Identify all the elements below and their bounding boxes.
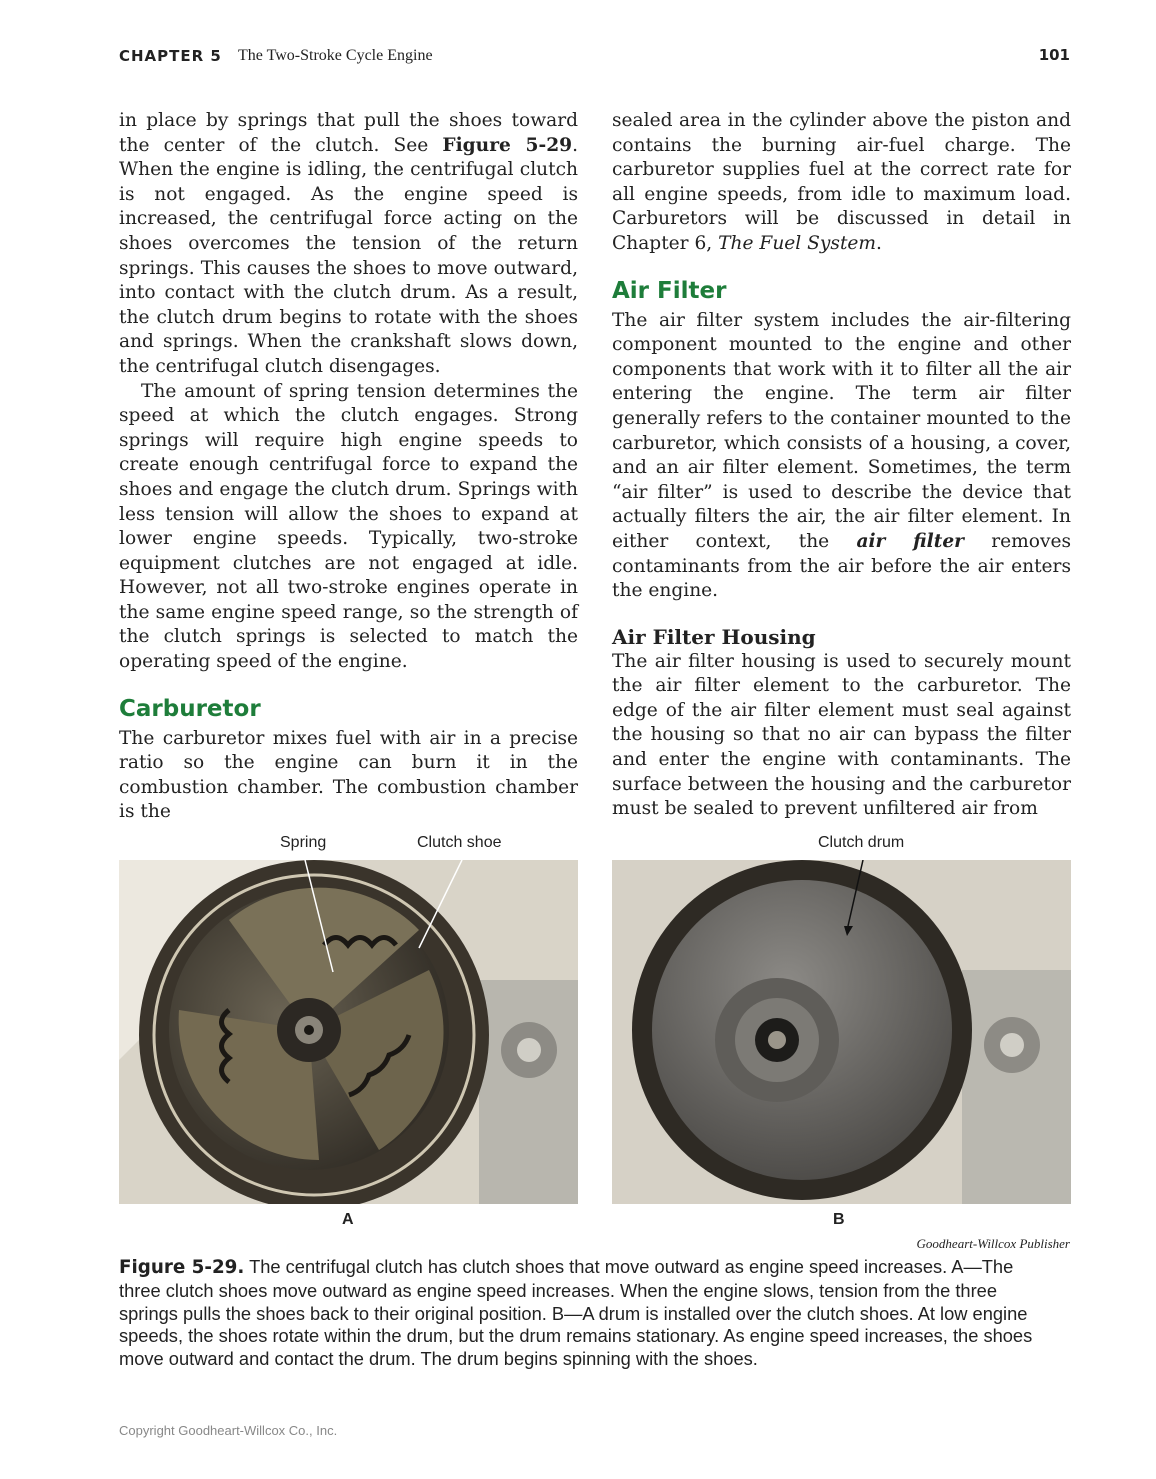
paragraph: [119, 109, 578, 380]
caption-label: Figure 5-29.: [119, 1257, 245, 1278]
photo-b-label: B: [833, 1211, 845, 1228]
figure-caption: [119, 1256, 1059, 1371]
figure-credit: Goodheart-Willcox Publisher: [916, 1236, 1070, 1251]
paragraph: The carburetor mixes fuel with air in a precise ratio so the engine can burn it in the combustion chamber. The combustion chamber is the: [119, 727, 578, 823]
label-clutch-drum: Clutch drum: [818, 834, 905, 851]
paragraph: [612, 309, 1071, 604]
text: .: [876, 232, 882, 254]
right-column: [612, 109, 1071, 822]
caption-text: The centrifugal clutch has clutch shoes that move outward as engine speed increases. A—The three clutch shoes move outward as engine speed increases. When the engine slows, tension from the three springs pulls the shoes back to their original position. B—A drum is installed over the clutch shoes. At low engine speeds, the shoes rotate within the drum, but the drum remains stationary. As engine speed increases, the shoes move outward and contact the drum. The drum begins spinning with the shoes.: [119, 1256, 1033, 1370]
copyright: Copyright Goodheart-Willcox Co., Inc.: [119, 1423, 338, 1438]
page-number: 101: [1038, 46, 1070, 64]
subsection-heading-air-filter-housing: Air Filter Housing: [612, 624, 816, 649]
text: sealed area in the cylinder above the piston and contains the burning air-fuel charge. The carburetor supplies fuel at the correct rate for all engine speeds, from idle to maximum load. Carburetors will be discussed in detail in Chapter 6,: [612, 110, 1071, 254]
key-term: air filter: [856, 530, 964, 552]
chapter-title: The Two-Stroke Cycle Engine: [238, 47, 433, 64]
photo-a-clutch-shoes: [119, 860, 578, 1204]
text: The air filter system includes the air-filtering component mounted to the engine and other components that work with it to filter all the air entering the engine. The term air filter generally refers to the container mounted to the carburetor, which consists of a housing, a cover, and an air filter element. Sometimes, the term “air filter” is used to describe the device that actually filters the air, the air filter element. In either context, the: [612, 309, 1071, 552]
chapter-reference: The Fuel System: [718, 232, 877, 254]
figure-reference: Figure 5-29: [442, 134, 573, 156]
section-heading-carburetor: Carburetor: [119, 695, 261, 722]
text: in place by springs that pull the shoes toward the center of the clutch. See: [119, 110, 578, 156]
text: . When the engine is idling, the centrifugal clutch is not engaged. As the engine speed is increased, the centrifugal force acting on the shoes overcomes the tension of the return springs. This causes the shoes to move outward, into contact with the clutch drum. As a result, the clutch drum begins to rotate with the shoes and springs. When the crankshaft slows down, the centrifugal clutch disengages.: [119, 134, 578, 377]
paragraph: [612, 109, 1071, 257]
paragraph: The amount of spring tension determines the speed at which the clutch engages. Strong springs will require high engine speeds to create enough centrifugal force to expand the shoes and engage the clutch drum. Springs with less tension will allow the shoes to expand at lower engine speeds. Typically, two-stroke equipment clutches are not engaged at idle. However, not all two-stroke engines operate in the same engine speed range, so the strength of the clutch springs is selected to match the operating speed of the engine.: [119, 380, 578, 673]
left-column: [119, 109, 578, 825]
label-spring: Spring: [280, 834, 327, 851]
photo-a-label: A: [342, 1211, 354, 1228]
label-clutch-shoe: Clutch shoe: [417, 834, 502, 851]
chapter-label: CHAPTER 5: [119, 47, 222, 65]
photo-b-clutch-drum: [612, 860, 1071, 1204]
text: removes contaminants from the air before the air enters the engine.: [612, 530, 1071, 602]
paragraph: The air filter housing is used to securely mount the air filter element to the carburetor. The edge of the air filter element must seal against the housing so that no air can bypass the filter and enter the engine with contaminants. The surface between the housing and the carburetor must be sealed to prevent unfiltered air from: [612, 650, 1071, 820]
section-heading-air-filter: Air Filter: [612, 277, 727, 304]
